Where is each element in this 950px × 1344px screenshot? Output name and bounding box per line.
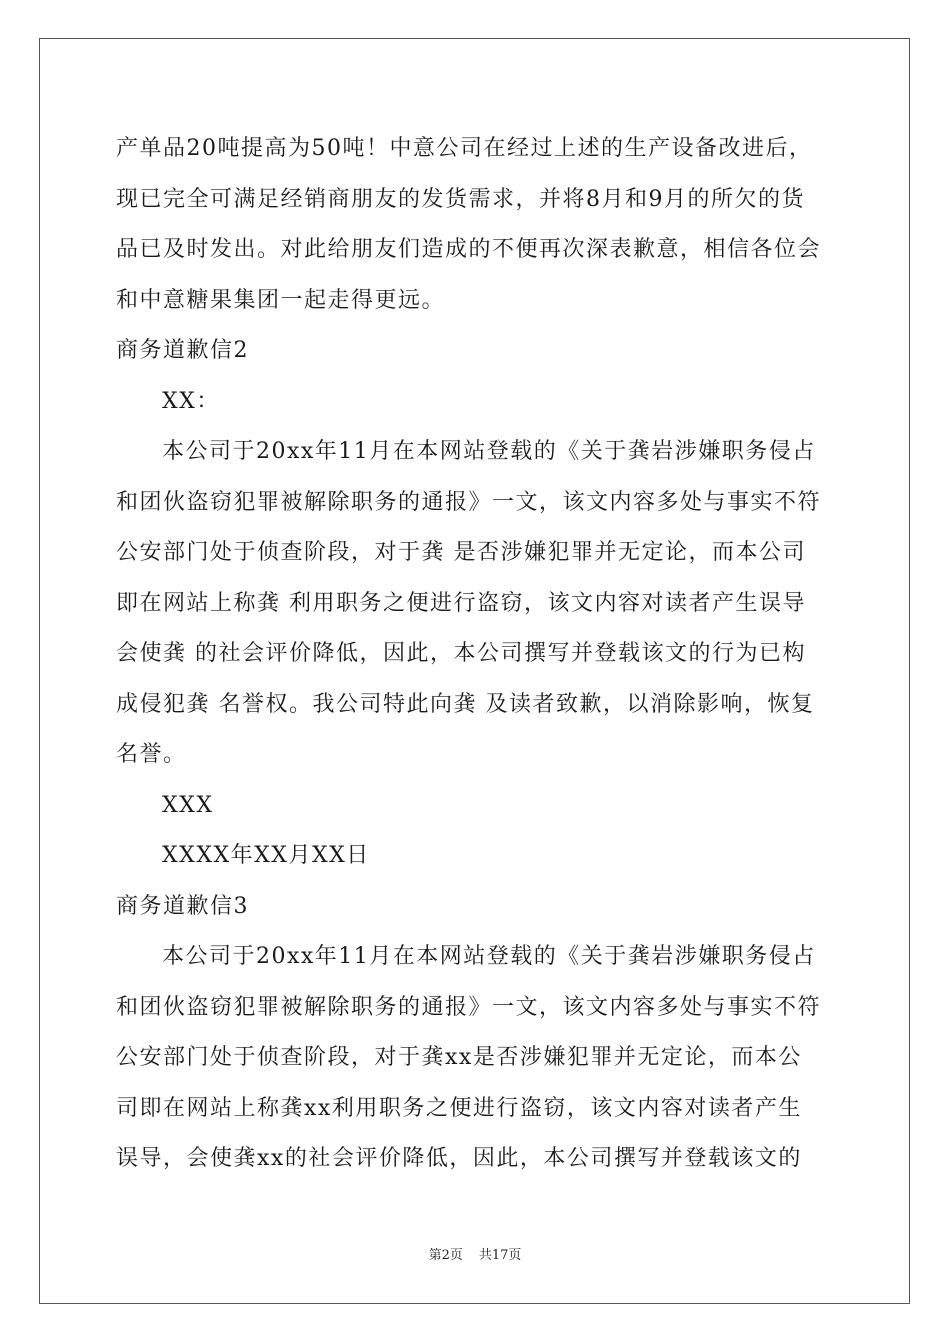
text-line: 误导，会使龚xx的社会评价降低，因此，本公司撰写并登载该文的 bbox=[116, 1146, 802, 1171]
text-line: 和团伙盗窃犯罪被解除职务的通报》一文，该文内容多处与事实不符 bbox=[116, 994, 822, 1020]
text-line: 会使龚 的社会评价降低，因此，本公司撰写并登载该文的行为已构 bbox=[116, 641, 806, 666]
text-line: 本公司于20xx年11月在本网站登载的《关于龚岩涉嫌职务侵占 bbox=[162, 944, 816, 969]
text-line: XX： bbox=[162, 388, 220, 414]
current-page-label: 第2页 bbox=[428, 1248, 463, 1263]
text-line: 成侵犯龚 名誉权。我公司特此向龚 及读者致歉，以消除影响，恢复 bbox=[116, 691, 815, 717]
text-line: 品已及时发出。对此给朋友们造成的不便再次深表歉意，相信各位会 bbox=[116, 237, 822, 262]
text-line: XXXX年XX月XX日 bbox=[162, 843, 370, 868]
total-pages-label: 共17页 bbox=[478, 1248, 522, 1263]
text-line: 和中意糖果集团一起走得更远。 bbox=[116, 287, 446, 313]
text-line: 现已完全可满足经销商朋友的发货需求，并将8月和9月的所欠的货 bbox=[116, 186, 805, 212]
text-line: 商务道歉信3 bbox=[116, 893, 249, 919]
text-line: 商务道歉信2 bbox=[116, 338, 249, 363]
text-line: XXX bbox=[162, 792, 214, 818]
text-line: 名誉。 bbox=[116, 742, 187, 767]
text-line: 即在网站上称龚 利用职务之便进行盗窃，该文内容对读者产生误导 bbox=[116, 590, 806, 616]
text-line: 公安部门处于侦查阶段，对于龚xx是否涉嫌犯罪并无定论，而本公 bbox=[116, 1045, 802, 1070]
text-line: 司即在网站上称龚xx利用职务之便进行盗窃，该文内容对读者产生 bbox=[116, 1095, 802, 1121]
text-line: 和团伙盗窃犯罪被解除职务的通报》一文，该文内容多处与事实不符 bbox=[116, 489, 822, 515]
text-line: 公安部门处于侦查阶段，对于龚 是否涉嫌犯罪并无定论，而本公司 bbox=[116, 540, 806, 565]
document-body bbox=[116, 124, 836, 1185]
page-footer bbox=[0, 1244, 950, 1263]
text-line: 产单品20吨提高为50吨！中意公司在经过上述的生产设备改进后， bbox=[116, 136, 813, 161]
text-line: 本公司于20xx年11月在本网站登载的《关于龚岩涉嫌职务侵占 bbox=[162, 439, 816, 464]
